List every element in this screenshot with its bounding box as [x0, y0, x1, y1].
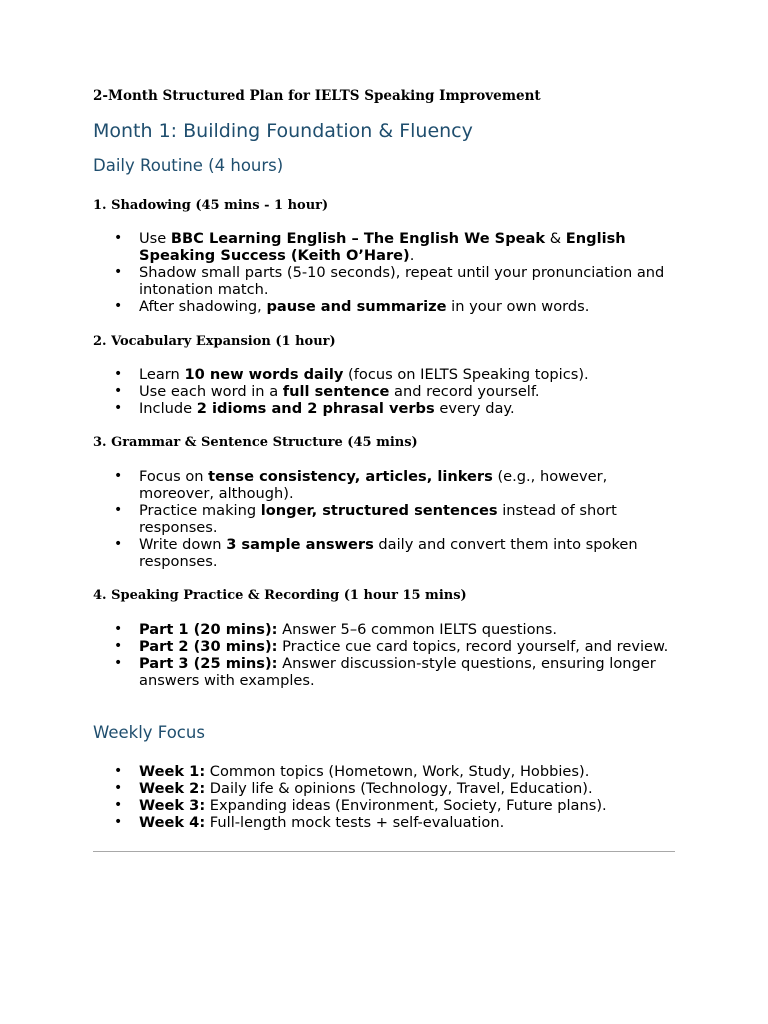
- list-item: • Week 2: Daily life & opinions (Technology, Travel, Education).: [93, 780, 675, 797]
- list-item: • Write down 3 sample answers daily and convert them into spoken responses.: [93, 536, 675, 570]
- month-heading: Month 1: Building Foundation & Fluency: [93, 120, 473, 142]
- list-item: • Part 2 (30 mins): Practice cue card topics, record yourself, and review.: [93, 638, 675, 655]
- list-item: • Part 3 (25 mins): Answer discussion-style questions, ensuring longer answers with examples.: [93, 655, 675, 689]
- list-item: • Week 1: Common topics (Hometown, Work, Study, Hobbies).: [93, 763, 675, 780]
- horizontal-divider: [93, 851, 675, 852]
- list-item: • Week 4: Full-length mock tests + self-evaluation.: [93, 814, 675, 831]
- shadowing-list: [93, 230, 675, 315]
- list-item: • Include 2 idioms and 2 phrasal verbs every day.: [93, 400, 675, 417]
- section-heading-speaking-practice: 4. Speaking Practice & Recording (1 hour 15 mins): [93, 588, 467, 603]
- section-heading-vocabulary: 2. Vocabulary Expansion (1 hour): [93, 334, 336, 349]
- list-item: • Part 1 (20 mins): Answer 5–6 common IELTS questions.: [93, 621, 675, 638]
- list-item: • Use each word in a full sentence and record yourself.: [93, 383, 675, 400]
- weekly-focus-list: [93, 763, 675, 831]
- vocabulary-list: [93, 366, 675, 417]
- weekly-focus-heading: Weekly Focus: [93, 723, 205, 742]
- list-item: • Focus on tense consistency, articles, linkers (e.g., however, moreover, although).: [93, 468, 675, 502]
- list-item: • Practice making longer, structured sentences instead of short responses.: [93, 502, 675, 536]
- speaking-practice-list: [93, 621, 675, 689]
- grammar-list: [93, 468, 675, 570]
- section-heading-shadowing: 1. Shadowing (45 mins - 1 hour): [93, 198, 329, 213]
- section-heading-grammar: 3. Grammar & Sentence Structure (45 mins): [93, 435, 418, 450]
- list-item: • Shadow small parts (5-10 seconds), repeat until your pronunciation and intonation match.: [93, 264, 675, 298]
- list-item: • Use BBC Learning English – The English We Speak & English Speaking Success (Keith O’Hare).: [93, 230, 675, 264]
- list-item: • After shadowing, pause and summarize in your own words.: [93, 298, 675, 315]
- list-item: • Week 3: Expanding ideas (Environment, Society, Future plans).: [93, 797, 675, 814]
- list-item: • Learn 10 new words daily (focus on IELTS Speaking topics).: [93, 366, 675, 383]
- document-title: 2-Month Structured Plan for IELTS Speaking Improvement: [93, 88, 541, 104]
- daily-routine-heading: Daily Routine (4 hours): [93, 156, 284, 175]
